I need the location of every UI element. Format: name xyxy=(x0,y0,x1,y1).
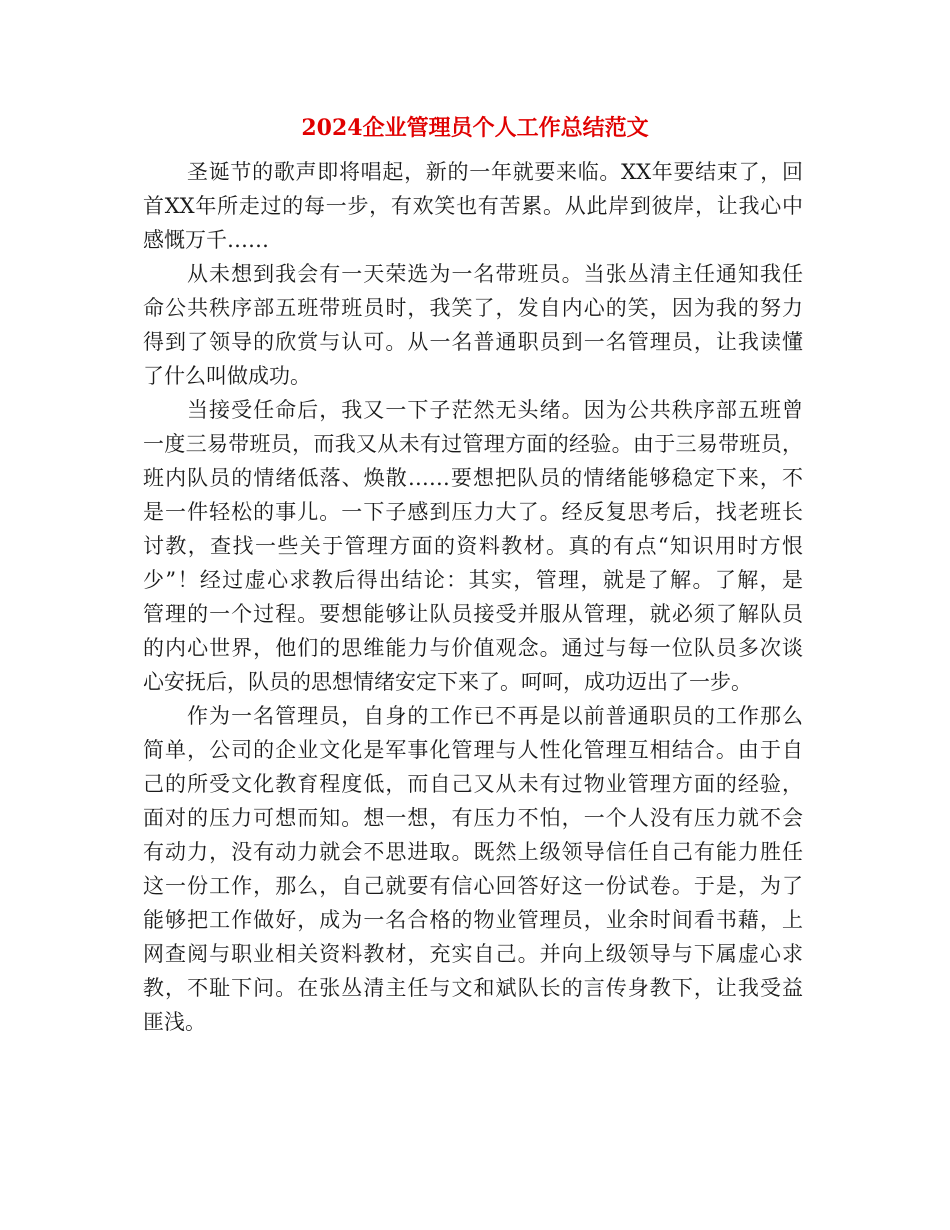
text-line: 圣诞节的歌声即将唱起，新的一年就要来临。XX年要结束了，回 xyxy=(187,160,803,184)
text-line: 得到了领导的欣赏与认可。从一名普通职员到一名管理员，让我读懂 xyxy=(143,330,803,354)
paragraph-3 xyxy=(143,393,803,699)
text-line: 能够把工作做好，成为一名合格的物业管理员，业余时间看书藉，上 xyxy=(143,908,803,932)
text-line: 班内队员的情绪低落、焕散……要想把队员的情绪能够稳定下来，不 xyxy=(143,466,803,490)
text-line: 一度三易带班员，而我又从未有过管理方面的经验。由于三易带班员， xyxy=(143,432,803,456)
text-line: 少”！经过虚心求教后得出结论：其实，管理，就是了解。了解，是 xyxy=(143,568,803,592)
text-line: 教，不耻下问。在张丛清主任与文和斌队长的言传身教下，让我受益 xyxy=(143,976,803,1000)
document-title: 2024企业管理员个人工作总结范文 xyxy=(301,115,649,141)
text-line: 网查阅与职业相关资料教材，充实自己。并向上级领导与下属虚心求 xyxy=(143,942,803,966)
text-line: 的内心世界，他们的思维能力与价值观念。通过与每一位队员多次谈 xyxy=(143,636,803,660)
text-line: 简单，公司的企业文化是军事化管理与人性化管理互相结合。由于自 xyxy=(143,738,803,762)
text-line: 作为一名管理员，自身的工作已不再是以前普通职员的工作那么 xyxy=(187,704,803,728)
text-line: 讨教，查找一些关于管理方面的资料教材。真的有点“知识用时方恨 xyxy=(143,534,803,558)
text-line: 是一件轻松的事儿。一下子感到压力大了。经反复思考后，找老班长 xyxy=(143,500,803,524)
text-line: 了什么叫做成功。 xyxy=(143,364,311,388)
text-line: 匪浅。 xyxy=(143,1010,206,1034)
text-line: 当接受任命后，我又一下子茫然无头绪。因为公共秩序部五班曾 xyxy=(187,398,803,422)
text-line: 命公共秩序部五班带班员时，我笑了，发自内心的笑，因为我的努力 xyxy=(143,296,803,320)
text-line: 己的所受文化教育程度低，而自己又从未有过物业管理方面的经验， xyxy=(143,772,803,796)
document-body xyxy=(143,155,803,1039)
text-line: 有动力，没有动力就会不思进取。既然上级领导信任自己有能力胜任 xyxy=(143,840,803,864)
paragraph-4 xyxy=(143,699,803,1039)
paragraph-2 xyxy=(143,257,803,393)
text-line: 首XX年所走过的每一步，有欢笑也有苦累。从此岸到彼岸，让我心中 xyxy=(143,194,803,218)
text-line: 从未想到我会有一天荣选为一名带班员。当张丛清主任通知我任 xyxy=(187,262,803,286)
text-line: 这一份工作，那么，自己就要有信心回答好这一份试卷。于是，为了 xyxy=(143,874,803,898)
text-line: 心安抚后，队员的思想情绪安定下来了。呵呵，成功迈出了一步。 xyxy=(143,670,752,694)
text-line: 面对的压力可想而知。想一想，有压力不怕，一个人没有压力就不会 xyxy=(143,806,803,830)
text-line: 管理的一个过程。要想能够让队员接受并服从管理，就必须了解队员 xyxy=(143,602,803,626)
paragraph-1 xyxy=(143,155,803,257)
text-line: 感慨万千…… xyxy=(143,228,269,252)
